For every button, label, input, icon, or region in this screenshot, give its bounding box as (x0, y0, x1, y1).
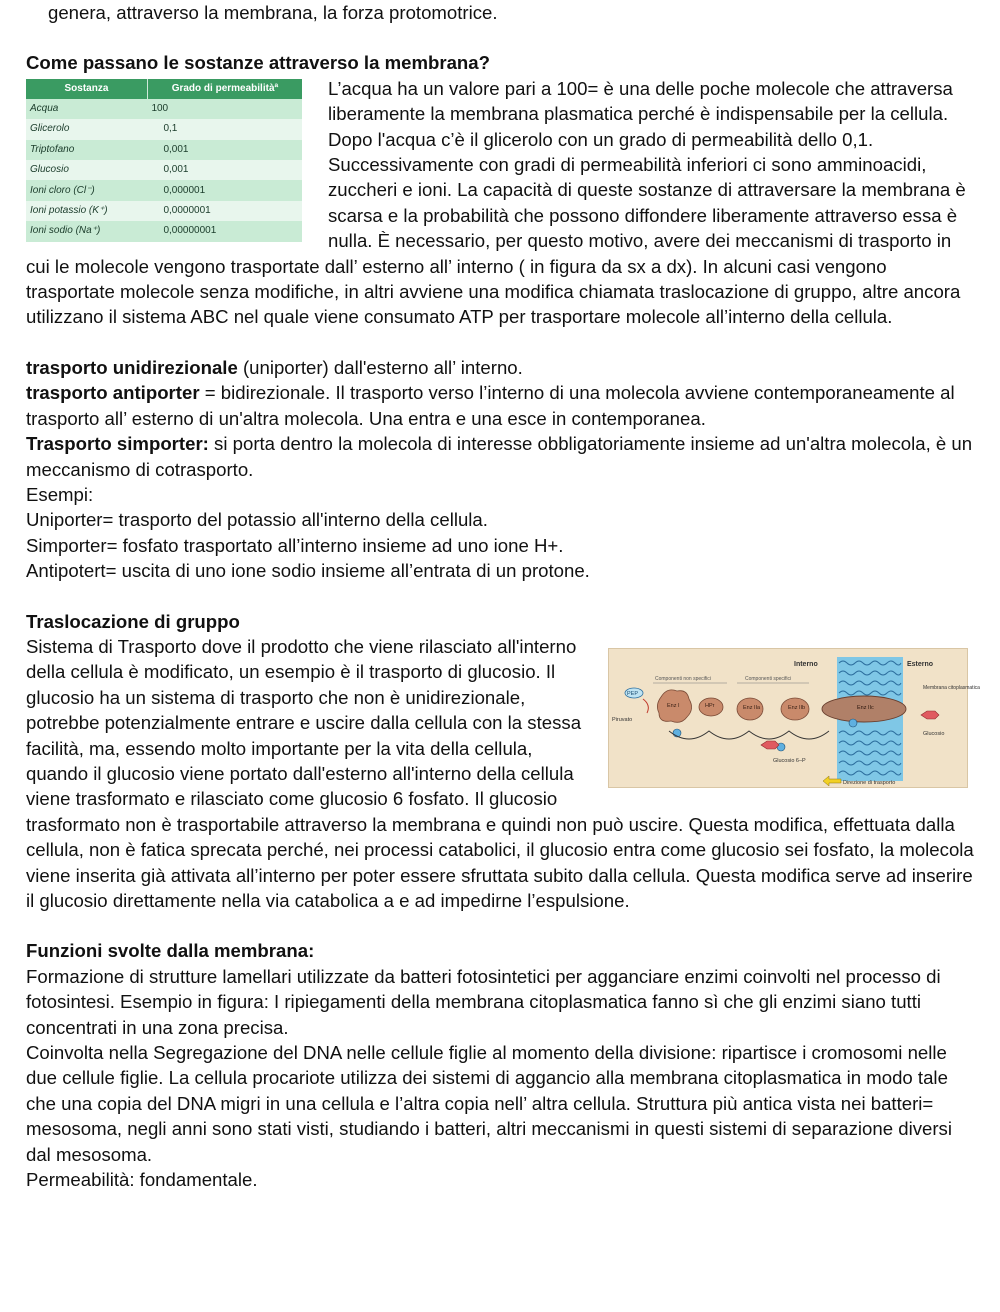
label-pep: PEP (627, 690, 639, 697)
example-simporter: Simporter= fosfato trasportato all’interno insieme ad uno ione H+. (26, 534, 564, 556)
label-enz-iib: Enz IIb (788, 704, 806, 711)
uniporter-desc: (uniporter) dall'esterno all’ interno. (237, 356, 523, 378)
functions-paragraph-2: Coinvolta nella Segregazione del DNA nelle cellule figlie al momento della divisione: ripartisce i cromosomi nelle due cellule figlie. La cellula procariote utilizza dei sistemi di aggancio alla membrana citoplasmatica in modo tale che una copia del DNA migri in una cellula e l’altra copia nell’ altra cellula. Struttura più antica vista nei batteri= mesosoma, negli anni sono stati visti, studiando i batteri, altri meccanismi in questi sistemi di separazione diversi dal mesosoma. (26, 1042, 952, 1165)
functions-paragraph-3: Permeabilità: fondamentale. (26, 1169, 258, 1191)
example-uniporter: Uniporter= trasporto del potassio all'interno della cellula. (26, 509, 488, 531)
permeability-paragraph: L’acqua ha un valore pari a 100= è una delle poche molecole che attraversa liberamente la membrana plasmatica perché è indispensabile per la cellula. Dopo l'acqua c’è il glicerolo con un grado di permeabilità dello 0,1. Successivamente con gradi di permeabilità inferiori ci sono amminoacidi, zuccheri e ioni. La capacità di queste sostanze di attraversare la membrana è scarsa e la probabilità che possono diffondere liberamente attraverso essa è nulla. È necessario, per questo motivo, avere dei meccanismi di trasporto in cui le molecole vengono trasportate dall’ esterno all’ interno ( in figura da sx a dx). In alcuni casi vengono trasportate molecole senza modifiche, in altri avviene una modifica chiamata traslocazione di gruppo, altre ancora utilizzano il sistema ABC nel quale viene consumato ATP per trasportare molecole all’interno della cellula. (26, 77, 966, 328)
table-row (26, 140, 302, 160)
substance-cell: Ioni sodio (Na⁺) (26, 221, 147, 241)
table-row (26, 99, 302, 119)
substance-cell: Ioni potassio (K⁺) (26, 201, 147, 221)
label-enz-iic: Enz IIc (857, 704, 874, 711)
permeability-cell: 0,001 (147, 140, 302, 160)
heading-membrane-passage: Come passano le sostanze attraverso la membrana? (26, 52, 490, 74)
label-non-specific: Componenti non specifici (655, 675, 711, 682)
table-row (26, 180, 302, 200)
table-row (26, 201, 302, 221)
intro-line: genera, attraverso la membrana, la forza protomotrice. (48, 2, 498, 23)
column-header-substance: Sostanza (26, 79, 147, 99)
label-enz-iia: Enz IIa (743, 704, 761, 711)
substance-cell: Glicerolo (26, 119, 147, 139)
heading-membrane-functions: Funzioni svolte dalla membrana: (26, 940, 315, 962)
label-glucosio-6p: Glucosio 6–P (773, 757, 806, 764)
label-piruvato: Piruvato (612, 716, 633, 723)
example-antiporter: Antipotert= uscita di uno ione sodio insieme all’entrata di un protone. (26, 560, 590, 582)
label-esterno: Esterno (907, 660, 934, 668)
permeability-cell: 0,0000001 (147, 201, 302, 221)
table-row (26, 221, 302, 241)
table-row (26, 160, 302, 180)
group-translocation-figure (608, 648, 980, 788)
permeability-cell: 0,001 (147, 160, 302, 180)
antiporter-desc: = bidirezionale. Il trasporto verso l’interno di una molecola avviene contemporaneamente al trasporto all’ esterno di un'altra molecola. Una entra e una esce in contemporanea. (26, 382, 955, 429)
examples-label: Esempi: (26, 483, 94, 505)
permeability-cell: 0,00000001 (147, 221, 302, 241)
substance-cell: Glucosio (26, 160, 147, 180)
column-header-permeability: Grado di permeabilitàª (147, 79, 302, 99)
label-glucosio: Glucosio (923, 730, 945, 737)
substance-cell: Ioni cloro (Cl⁻) (26, 180, 147, 200)
table-header-row (26, 79, 302, 99)
permeability-cell: 0,000001 (147, 180, 302, 200)
simporter-line (26, 431, 976, 482)
antiporter-term: trasporto antiporter (26, 382, 200, 404)
permeability-cell: 100 (147, 99, 302, 119)
document-page (26, 0, 980, 1192)
functions-paragraph-1: Formazione di strutture lamellari utilizzate da batteri fotosintetici per agganciare enzimi coinvolti nel processo di fotosintesi. Esempio in figura: I ripiegamenti della membrana citoplasmatica fanno sì che gli enzimi siano tutti concentrati in una zona precisa. (26, 965, 941, 1038)
label-enz-i: Enz I (667, 702, 680, 709)
uniporter-line (26, 355, 976, 380)
group-translocation-paragraph: Sistema di Trasporto dove il prodotto che viene rilasciato all'interno della cellula è modificato, un esempio è il trasporto di glucosio. Il glucosio ha un sistema di trasporto che non è unidirezionale, potrebbe potenzialmente entrare e uscire dalla cellula con la stessa facilità, ma, essendo molto importante per la vita della cellula, quando il glucosio viene portato dall'esterno all'interno della cellula viene trasformato e rilasciato come glucosio 6 fosfato. Il glucosio trasformato non è trasportabile attraverso la membrana e quindi non può uscire. Questa modifica, effettuata dalla cellula, non è fatica sprecata perché, nei processi catabolici, il glucosio entra come glucosio sei fosfato, la molecola viene inserita già attivata all’interno per poter essere sfruttata subito dalla cellula. Questa modifica serve ad inserire il glucosio direttamente nella via catabolica a e ad impedirne l’espulsione. (26, 635, 974, 911)
simporter-term: Trasporto simporter: (26, 433, 209, 455)
heading-group-translocation: Traslocazione di gruppo (26, 610, 240, 632)
label-interno: Interno (794, 660, 818, 668)
label-specific: Componenti specifici (745, 675, 792, 682)
label-hpr: HPr (705, 702, 715, 709)
substance-cell: Acqua (26, 99, 147, 119)
antiporter-line (26, 380, 976, 431)
simporter-desc: si porta dentro la molecola di interesse obbligatoriamente insieme ad un'altra molecola, è un meccanismo di cotrasporto. (26, 433, 973, 480)
substance-cell: Triptofano (26, 140, 147, 160)
uniporter-term: trasporto unidirezionale (26, 356, 238, 378)
table-row (26, 119, 302, 139)
label-direzione: Direzione di trasporto (843, 779, 896, 786)
permeability-table (26, 79, 302, 242)
permeability-cell: 0,1 (147, 119, 302, 139)
label-membrana: Membrana citoplasmatica (923, 684, 980, 691)
